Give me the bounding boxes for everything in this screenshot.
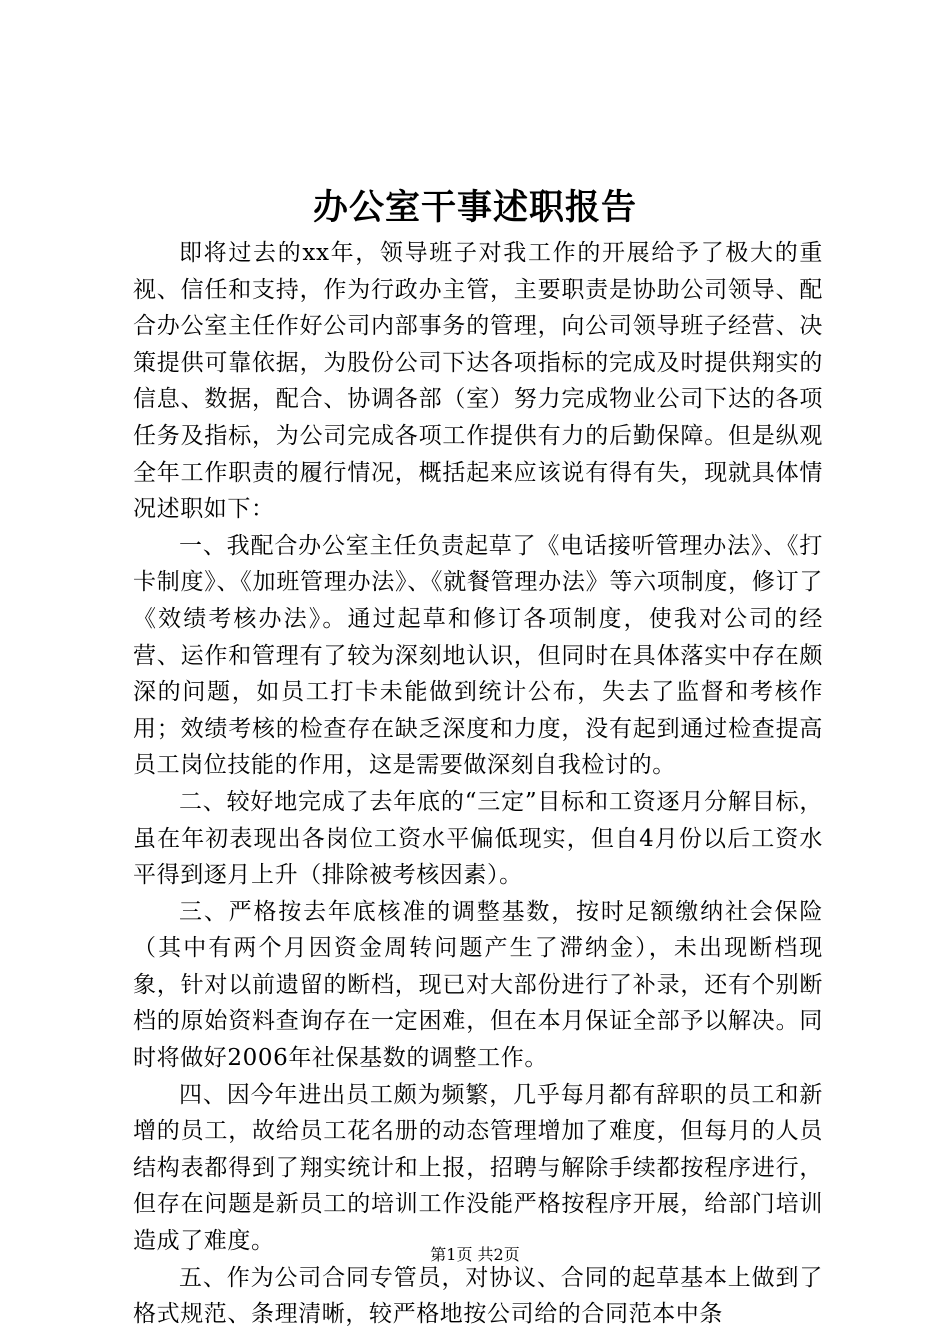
paragraph-item-1: 一、我配合办公室主任负责起草了《电话接听管理办法》、《打卡制度》、《加班管理办法》、《就餐管理办法》等六项制度，修订了《效绩考核办法》。通过起草和修订各项制度，使我对公司的经营、运作和管理有了较为深刻地认识，但同时在具体落实中存在颇深的问题，如员工打卡未能做到统计公布，失去了监督和考核作用；效绩考核的检查存在缺乏深度和力度，没有起到通过检查提高员工岗位技能的作用，这是需要做深刻自我检讨的。: [133, 532, 823, 779]
paragraph-intro: 即将过去的xx年，领导班子对我工作的开展给予了极大的重视、信任和支持，作为行政办主管，主要职责是协助公司领导、配合办公室主任作好公司内部事务的管理，向公司领导班子经营、决策提供可靠依据，为股份公司下达各项指标的完成及时提供翔实的信息、数据，配合、协调各部（室）努力完成物业公司下达的各项任务及指标，为公司完成各项工作提供有力的后勤保障。但是纵观全年工作职责的履行情况，概括起来应该说有得有失，现就具体情况述职如下：: [133, 240, 823, 523]
document-title: 办公室干事述职报告: [312, 187, 637, 228]
paragraph-item-5: 五、作为公司合同专管员，对协议、合同的起草基本上做到了格式规范、条理清晰，较严格地按公司给的合同范本中条: [133, 1264, 823, 1328]
paragraph-item-2: 二、较好地完成了去年底的“三定”目标和工资逐月分解目标，虽在年初表现出各岗位工资水平偏低现实，但自4月份以后工资水平得到逐月上升（排除被考核因素）。: [133, 788, 823, 889]
page-footer: 第1页 共2页: [430, 1245, 520, 1264]
paragraph-item-4: 四、因今年进出员工颇为频繁，几乎每月都有辞职的员工和新增的员工，故给员工花名册的动态管理增加了难度，但每月的人员结构表都得到了翔实统计和上报，招聘与解除手续都按程序进行，但存在问题是新员工的培训工作没能严格按程序开展，给部门培训造成了难度。: [133, 1081, 823, 1255]
paragraph-item-3: 三、严格按去年底核准的调整基数，按时足额缴纳社会保险（其中有两个月因资金周转问题产生了滞纳金），未出现断档现象，针对以前遗留的断档，现已对大部份进行了补录，还有个别断档的原始资料查询存在一定困难，但在本月保证全部予以解决。同时将做好2006年社保基数的调整工作。: [133, 898, 823, 1072]
document-body: [133, 235, 823, 1333]
